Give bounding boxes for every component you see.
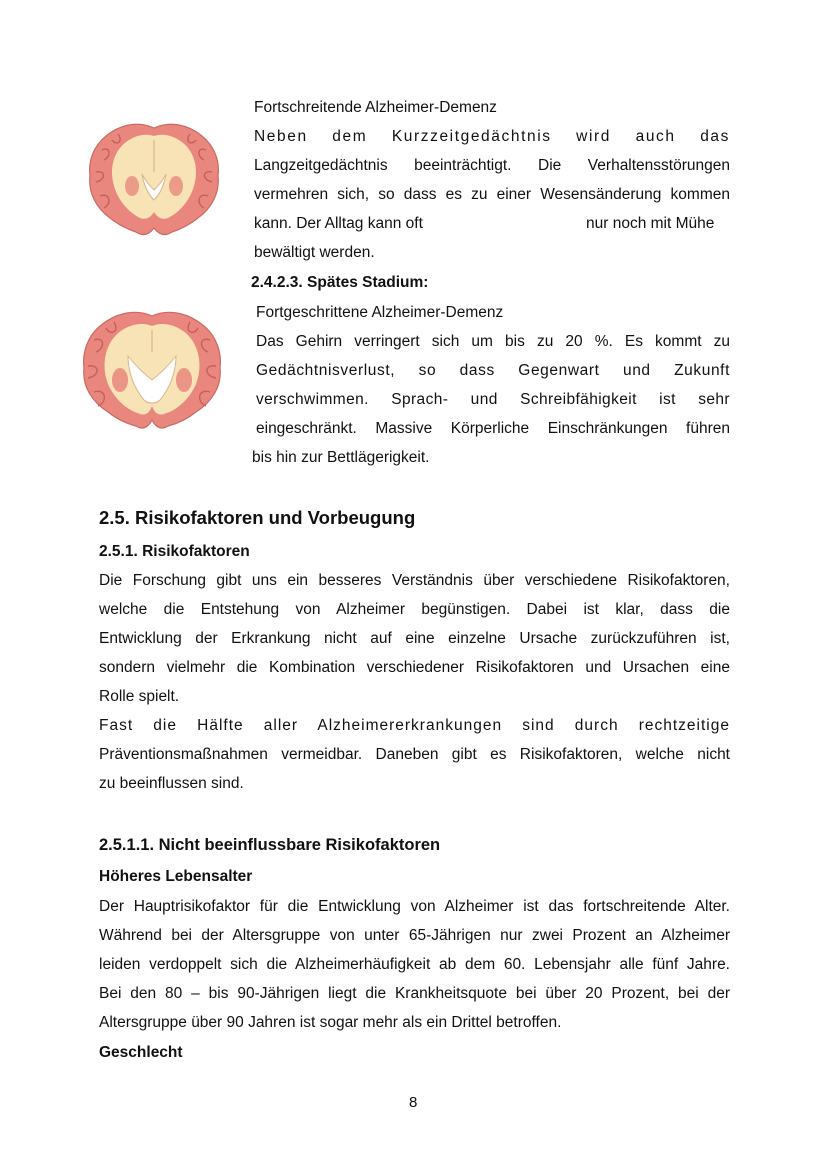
section-heading-risk: 2.5. Risikofaktoren und Vorbeugung xyxy=(99,507,416,528)
age-text-line: Während bei der Altersgruppe von unter 65-Jährigen nur zwei Prozent an Alzheimer xyxy=(99,927,730,944)
moderate-subtitle: Fortschreitende Alzheimer-Demenz xyxy=(254,99,497,116)
late-stage-heading: 2.4.2.3. Spätes Stadium: xyxy=(251,274,429,291)
late-subtitle: Fortgeschrittene Alzheimer-Demenz xyxy=(256,304,504,321)
brain-cross-section-moderate-image xyxy=(84,120,224,240)
subsection-heading-risk: 2.5.1. Risikofaktoren xyxy=(99,543,250,560)
risk-text-line: Präventionsmaßnahmen vermeidbar. Daneben gibt es Risikofaktoren, welche nicht xyxy=(99,746,730,763)
moderate-text-line: Neben dem Kurzzeitgedächtnis wird auch das xyxy=(254,128,730,145)
age-text-line: leiden verdoppelt sich die Alzheimerhäufigkeit ab dem 60. Lebensjahr alle fünf Jahre. xyxy=(99,956,730,973)
late-text-line: verschwimmen. Sprach- und Schreibfähigkeit ist sehr xyxy=(256,391,730,408)
risk-text-line: zu beeinflussen sind. xyxy=(99,775,244,792)
moderate-text-line: Langzeitgedächtnis beeinträchtigt. Die Verhaltensstörungen xyxy=(254,157,730,174)
risk-text-line: Fast die Hälfte aller Alzheimererkrankungen sind durch rechtzeitige xyxy=(99,717,730,734)
risk-text-line: Die Forschung gibt uns ein besseres Verständnis über verschiedene Risikofaktoren, xyxy=(99,572,730,589)
moderate-text-line: kann. Der Alltag kann oft xyxy=(254,215,423,232)
moderate-text-line: nur noch mit Mühe xyxy=(586,215,715,232)
late-text-line: Das Gehirn verringert sich um bis zu 20 %. Es kommt zu xyxy=(256,333,730,350)
page-number: 8 xyxy=(409,1094,418,1111)
risk-text-line: welche die Entstehung von Alzheimer begünstigen. Dabei ist klar, dass die xyxy=(99,601,730,618)
age-text-line: Der Hauptrisikofaktor für die Entwicklung von Alzheimer ist das fortschreitende Alter. xyxy=(99,898,730,915)
heading-gender: Geschlecht xyxy=(99,1044,183,1061)
age-text-line: Bei den 80 – bis 90-Jährigen liegt die Krankheitsquote bei über 20 Prozent, bei der xyxy=(99,985,730,1002)
risk-text-line: Rolle spielt. xyxy=(99,688,180,705)
late-text-line: eingeschränkt. Massive Körperliche Einschränkungen führen xyxy=(256,420,730,437)
age-text-line: Altersgruppe über 90 Jahren ist sogar mehr als ein Drittel betroffen. xyxy=(99,1014,562,1031)
late-text-line: bis hin zur Bettlägerigkeit. xyxy=(252,449,430,466)
moderate-text-line: vermehren sich, so dass es zu einer Wesensänderung kommen xyxy=(254,186,730,203)
risk-text-line: sondern vielmehr die Kombination verschiedener Risikofaktoren und Ursachen eine xyxy=(99,659,730,676)
late-text-line: Gedächtnisverlust, so dass Gegenwart und Zukunft xyxy=(256,362,730,379)
subsection-heading-nonmodifiable: 2.5.1.1. Nicht beeinflussbare Risikofaktoren xyxy=(99,836,441,854)
heading-age: Höheres Lebensalter xyxy=(99,868,253,885)
risk-text-line: Entwicklung der Erkrankung nicht auf eine einzelne Ursache zurückzuführen ist, xyxy=(99,630,730,647)
moderate-text-line: bewältigt werden. xyxy=(254,244,375,261)
brain-cross-section-late-image xyxy=(78,308,226,434)
